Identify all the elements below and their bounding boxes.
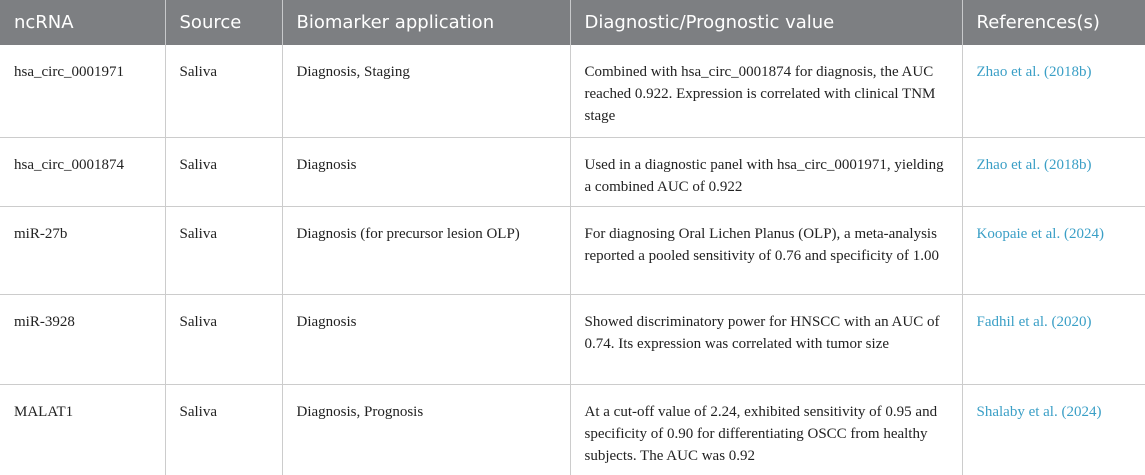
cell-ncrna: hsa_circ_0001874 xyxy=(0,137,165,206)
cell-reference-link[interactable]: Fadhil et al. (2020) xyxy=(962,294,1145,384)
header-ncrna: ncRNA xyxy=(0,0,165,45)
header-diagnostic-prognostic-value: Diagnostic/Prognostic value xyxy=(570,0,962,45)
header-biomarker-application: Biomarker application xyxy=(282,0,570,45)
table-row xyxy=(0,206,1145,294)
table-row xyxy=(0,294,1145,384)
header-source: Source xyxy=(165,0,282,45)
cell-application: Diagnosis, Prognosis xyxy=(282,384,570,475)
cell-ncrna: miR-3928 xyxy=(0,294,165,384)
cell-source: Saliva xyxy=(165,137,282,206)
cell-reference-link[interactable]: Zhao et al. (2018b) xyxy=(962,45,1145,137)
cell-ncrna: miR-27b xyxy=(0,206,165,294)
cell-value: Showed discriminatory power for HNSCC with an AUC of 0.74. Its expression was correlated with tumor size xyxy=(570,294,962,384)
cell-value: Combined with hsa_circ_0001874 for diagnosis, the AUC reached 0.922. Expression is correlated with clinical TNM stage xyxy=(570,45,962,137)
cell-reference-link[interactable]: Zhao et al. (2018b) xyxy=(962,137,1145,206)
table-row xyxy=(0,137,1145,206)
cell-value: For diagnosing Oral Lichen Planus (OLP), a meta-analysis reported a pooled sensitivity of 0.76 and specificity of 1.00 xyxy=(570,206,962,294)
cell-reference-link[interactable]: Shalaby et al. (2024) xyxy=(976,403,1102,420)
table-row xyxy=(0,45,1145,137)
cell-source: Saliva xyxy=(165,384,282,475)
cell-ncrna: hsa_circ_0001971 xyxy=(0,45,165,137)
cell-source: Saliva xyxy=(165,45,282,137)
cell-reference-link[interactable]: Koopaie et al. (2024) xyxy=(962,206,1145,294)
cell-application: Diagnosis (for precursor lesion OLP) xyxy=(282,206,570,294)
cell-application: Diagnosis xyxy=(282,137,570,206)
cell-value: Used in a diagnostic panel with hsa_circ_0001971, yielding a combined AUC of 0.922 xyxy=(570,137,962,206)
table-row xyxy=(0,384,1145,475)
cell-ncrna: MALAT1 xyxy=(0,384,165,475)
cell-source: Saliva xyxy=(165,206,282,294)
cell-application: Diagnosis xyxy=(282,294,570,384)
header-row xyxy=(0,0,1145,45)
header-references: References(s) xyxy=(962,0,1145,45)
cell-application: Diagnosis, Staging xyxy=(282,45,570,137)
cell-source: Saliva xyxy=(165,294,282,384)
cell-value: At a cut-off value of 2.24, exhibited sensitivity of 0.95 and specificity of 0.90 for differentiating OSCC from healthy subjects. The AUC was 0.92 xyxy=(570,384,962,475)
